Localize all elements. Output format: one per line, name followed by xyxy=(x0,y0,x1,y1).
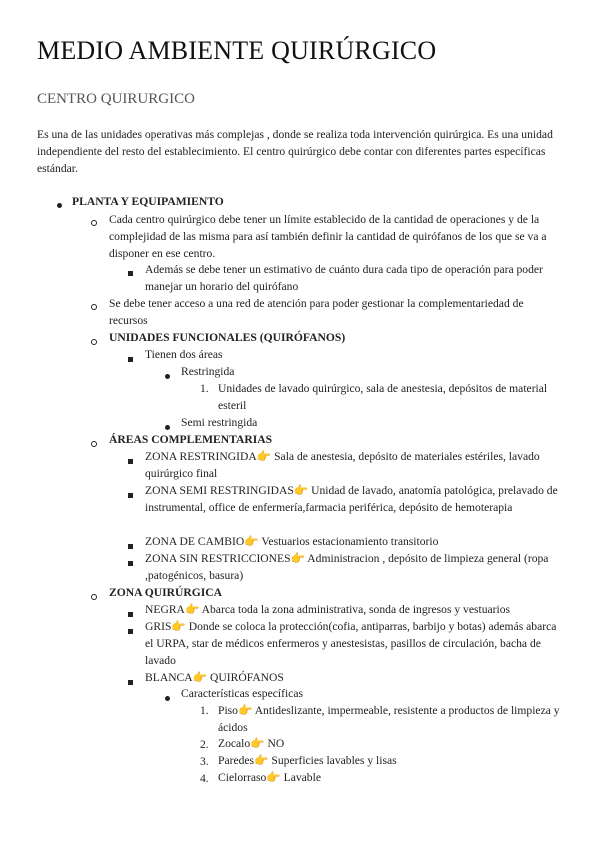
caracteristicas-label: Características específicas xyxy=(181,687,303,700)
zona-negra: NEGRA👉 Abarca toda la zona administrativa, sonda de ingresos y vestuarios xyxy=(145,603,511,616)
unidades-restringida: Restringida xyxy=(181,365,235,378)
pointing-hand-icon: 👉 xyxy=(254,754,269,767)
pointing-hand-icon: 👉 xyxy=(266,771,281,784)
bullet-dot xyxy=(165,690,170,706)
bullet-dot xyxy=(165,368,170,384)
bullet-square xyxy=(128,538,133,554)
bullet-square xyxy=(128,487,133,503)
zona-blanca: BLANCA👉 QUIRÓFANOS xyxy=(145,671,284,684)
list-number: 1. xyxy=(200,704,209,717)
bullet-dot xyxy=(57,197,62,213)
unidades-tienen: Tienen dos áreas xyxy=(145,348,223,361)
area-item: ZONA RESTRINGIDA👉 Sala de anestesia, depósito de materiales estériles, lavado quirúrgico final xyxy=(145,450,540,480)
list-number: 4. xyxy=(200,772,209,785)
bullet-circle xyxy=(91,436,97,452)
bullet-circle xyxy=(91,589,97,605)
bullet-square xyxy=(128,453,133,469)
bullet-square xyxy=(128,265,133,281)
area-item: ZONA SEMI RESTRINGIDAS👉 Unidad de lavado, anatomía patológica, prelavado de instrumental, office de enfermería,farmacia periférica, depósito de hemoterapia xyxy=(145,484,558,514)
section-subtitle: CENTRO QUIRURGICO xyxy=(37,91,195,107)
pointing-hand-icon: 👉 xyxy=(250,737,265,750)
bullet-circle xyxy=(91,299,97,315)
list-number: 3. xyxy=(200,755,209,768)
spec-item: Zocalo👉 NO xyxy=(218,737,285,750)
planta-item-1-sub: Además se debe tener un estimativo de cuánto dura cada tipo de operación para poder manejar un horario del quirófano xyxy=(145,263,543,293)
spec-item: Piso👉 Antideslizante, impermeable, resistente a productos de limpieza y ácidos xyxy=(218,704,560,734)
pointing-hand-icon: 👉 xyxy=(171,620,186,633)
heading-areas: ÁREAS COMPLEMENTARIAS xyxy=(109,433,273,446)
pointing-hand-icon: 👉 xyxy=(237,704,253,717)
bullet-circle xyxy=(91,334,97,350)
heading-zona: ZONA QUIRÚRGICA xyxy=(109,586,223,599)
pointing-hand-icon: 👉 xyxy=(293,484,309,497)
zona-gris: GRIS👉 Donde se coloca la protección(cofia, antiparras, barbijo y botas) además abarca el URPA, star de médicos enfermeros y anestesistas, pasillos de circulación, bacha de lavado xyxy=(145,620,557,667)
heading-planta: PLANTA Y EQUIPAMIENTO xyxy=(72,195,224,208)
spec-item: Paredes👉 Superficies lavables y lisas xyxy=(218,754,397,767)
area-item: ZONA DE CAMBIO👉 Vestuarios estacionamiento transitorio xyxy=(145,535,439,548)
pointing-hand-icon: 👉 xyxy=(290,552,306,565)
unidades-semi: Semi restringida xyxy=(181,416,258,429)
list-number: 2. xyxy=(200,738,209,751)
pointing-hand-icon: 👉 xyxy=(256,450,272,463)
pointing-hand-icon: 👉 xyxy=(184,603,200,616)
planta-item-1: Cada centro quirúrgico debe tener un límite establecido de la cantidad de operaciones y de la complejidad de las misma para así también definir la cantidad de quirófanos de los que se va a disponer en ese centro. xyxy=(109,213,547,260)
pointing-hand-icon: 👉 xyxy=(244,535,259,548)
spec-item: Cielorraso👉 Lavable xyxy=(218,771,321,784)
intro-paragraph: Es una de las unidades operativas más complejas , donde se realiza toda intervención quirúrgica. Es una unidad independiente del resto del establecimiento. El centro quirúrgico debe contar con diferentes partes específicas estándar. xyxy=(37,128,553,175)
bullet-square xyxy=(128,674,133,690)
page-title: MEDIO AMBIENTE QUIRÚRGICO xyxy=(37,36,437,65)
area-item: ZONA SIN RESTRICCIONES👉 Administracion , depósito de limpieza general (ropa ,patogénicos, basura) xyxy=(145,552,549,582)
bullet-square xyxy=(128,606,133,622)
planta-item-2: Se debe tener acceso a una red de atención para poder gestionar la complementariedad de recursos xyxy=(109,297,524,327)
bullet-square xyxy=(128,623,133,639)
bullet-circle xyxy=(91,215,97,231)
bullet-square xyxy=(128,555,133,571)
pointing-hand-icon: 👉 xyxy=(192,671,208,684)
unidades-restringida-item: Unidades de lavado quirúrgico, sala de anestesia, depósitos de material esteril xyxy=(218,382,548,412)
bullet-square xyxy=(128,351,133,367)
heading-unidades: UNIDADES FUNCIONALES (QUIRÓFANOS) xyxy=(109,331,346,344)
list-number: 1. xyxy=(200,382,209,395)
